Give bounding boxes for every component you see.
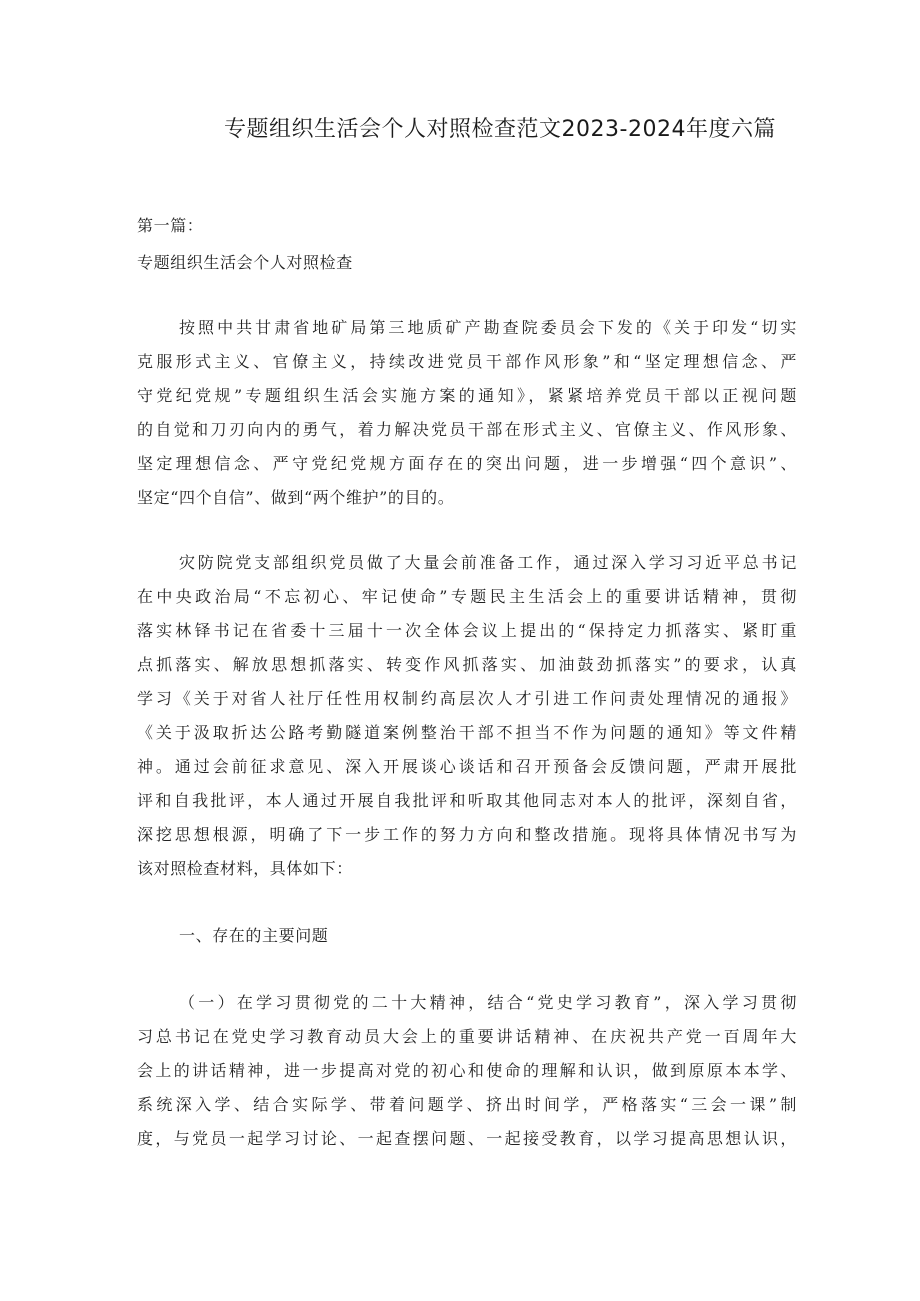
document-subtitle: 专题组织生活会个人对照检查	[137, 253, 353, 272]
paragraph-line: 《关于汲取折达公路考勤隧道案例整治干部不担当不作为问题的通知》等文件精	[137, 723, 797, 742]
section-heading: 一、存在的主要问题	[179, 926, 329, 945]
paragraph-line: 习总书记在党史学习教育动员大会上的重要讲话精神、在庆祝共产党一百周年大	[137, 1027, 797, 1046]
paragraph-line: 神。通过会前征求意见、深入开展谈心谈话和召开预备会反馈问题，严肃开展批	[137, 757, 797, 776]
paragraph-line: （一）在学习贯彻党的二十大精神，结合“党史学习教育”，深入学习贯彻	[179, 993, 797, 1012]
paragraph-line: 学习《关于对省人社厅任性用权制约高层次人才引进工作问责处理情况的通报》	[137, 689, 797, 708]
paragraph-line: 守党纪党规”专题组织生活会实施方案的通知》，紧紧培养党员干部以正视问题	[137, 386, 797, 405]
section-label: 第一篇：	[137, 216, 204, 235]
paragraph-line: 灾防院党支部组织党员做了大量会前准备工作，通过深入学习习近平总书记	[179, 553, 797, 572]
paragraph-line: 坚定理想信念、严守党纪党规方面存在的突出问题，进一步增强“四个意识”、	[137, 454, 797, 473]
paragraph-line: 系统深入学、结合实际学、带着问题学、挤出时间学，严格落实“三会一课”制	[137, 1095, 797, 1114]
paragraph-line: 会上的讲话精神，进一步提高对党的初心和使命的理解和认识，做到原原本本学、	[137, 1061, 797, 1080]
paragraph-line: 克服形式主义、官僚主义，持续改进党员干部作风形象”和“坚定理想信念、严	[137, 352, 797, 371]
paragraph-line: 度，与党员一起学习讨论、一起查摆问题、一起接受教育，以学习提高思想认识，	[137, 1129, 797, 1148]
paragraph-line: 落实林铎书记在省委十三届十一次全体会议上提出的“保持定力抓落实、紧盯重	[137, 621, 797, 640]
paragraph-line: 按照中共甘肃省地矿局第三地质矿产勘查院委员会下发的《关于印发“切实	[179, 318, 797, 337]
paragraph-line: 点抓落实、解放思想抓落实、转变作风抓落实、加油鼓劲抓落实”的要求，认真	[137, 655, 797, 674]
paragraph-line: 坚定“四个自信”、做到“两个维护”的目的。	[137, 488, 455, 507]
document-title: 专题组织生活会个人对照检查范文2023-2024年度六篇	[224, 117, 776, 142]
paragraph-line: 的自觉和刀刃向内的勇气，着力解决党员干部在形式主义、官僚主义、作风形象、	[137, 420, 797, 439]
paragraph-line: 该对照检查材料，具体如下：	[137, 859, 353, 878]
paragraph-line: 评和自我批评，本人通过开展自我批评和听取其他同志对本人的批评，深刻自省，	[137, 791, 797, 810]
paragraph-line: 在中央政治局“不忘初心、牢记使命”专题民主生活会上的重要讲话精神，贯彻	[137, 587, 797, 606]
paragraph-line: 深挖思想根源，明确了下一步工作的努力方向和整改措施。现将具体情况书写为	[137, 825, 797, 844]
